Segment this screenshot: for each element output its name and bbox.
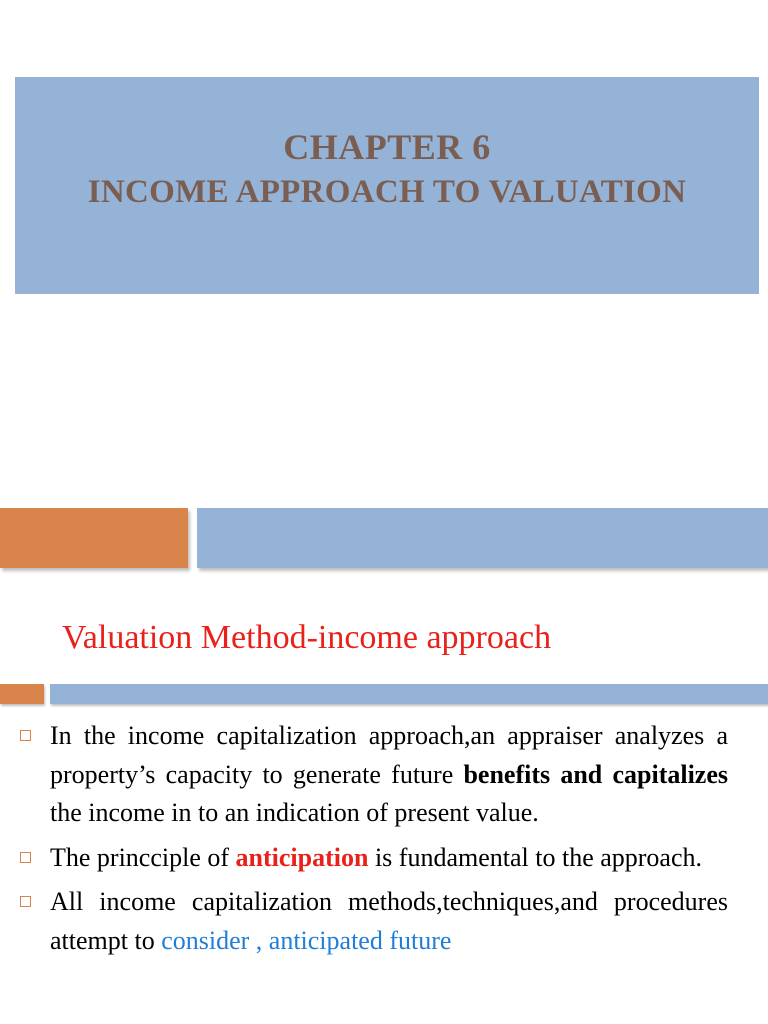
bullet-square-icon bbox=[20, 896, 31, 907]
header-accent-blue bbox=[197, 508, 768, 568]
bullet-list bbox=[20, 717, 728, 966]
slide-heading: Valuation Method-income approach bbox=[62, 619, 552, 656]
bullet-item bbox=[20, 717, 728, 833]
bullet-item bbox=[20, 839, 728, 878]
chapter-subtitle: INCOME APPROACH TO VALUATION bbox=[87, 174, 687, 210]
bullet-link-text: consider , anticipated future bbox=[161, 925, 452, 955]
bullet-text: All income capitalization methods,techniques,and procedures attempt to bbox=[50, 887, 728, 955]
bullet-square-icon bbox=[20, 852, 31, 863]
divider-accent-orange bbox=[0, 684, 44, 704]
title-banner bbox=[15, 77, 759, 294]
bullet-bold-text: benefits and capitalizes bbox=[463, 759, 729, 789]
divider-accent-blue bbox=[50, 684, 768, 704]
bullet-item bbox=[20, 883, 728, 960]
chapter-title: CHAPTER 6 bbox=[283, 127, 491, 167]
bullet-text: is fundamental to the approach. bbox=[368, 842, 703, 872]
bullet-square-icon bbox=[20, 730, 31, 741]
bullet-highlight-text: anticipation bbox=[235, 842, 369, 872]
bullet-text: The princciple of bbox=[50, 842, 236, 872]
bullet-text: In the income capitalization approach,an appraiser analyzes a property’s capacity to generate future bbox=[50, 721, 728, 789]
bullet-text: the income in to an indication of present value. bbox=[50, 798, 539, 827]
header-accent-orange bbox=[0, 508, 188, 568]
